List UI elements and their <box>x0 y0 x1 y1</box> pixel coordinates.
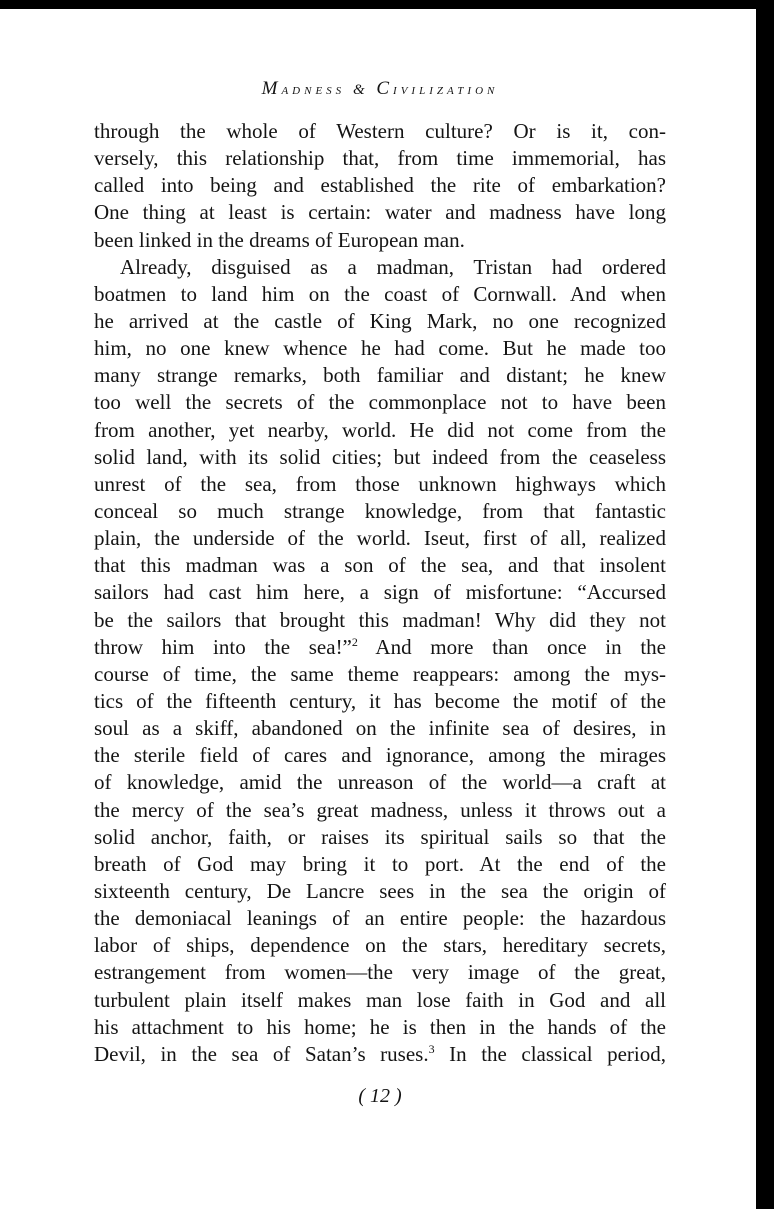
text-line: through the whole of Western culture? Or is it, con- <box>94 119 666 143</box>
page-number: ( 12 ) <box>358 1085 402 1107</box>
text-line: breath of God may bring it to port. At the end of the <box>94 851 666 876</box>
running-head-ampersand: & <box>352 82 369 98</box>
text-line: from another, yet nearby, world. He did not come from the <box>94 417 666 442</box>
text-line: tics of the fifteenth century, it has become the motif of the <box>94 688 666 713</box>
running-head-word-madness: adness <box>281 82 346 98</box>
text-line: of knowledge, amid the unreason of the world—a craft at <box>94 770 666 795</box>
running-head <box>94 78 666 101</box>
text-line: that this madman was a son of the sea, and that insolent <box>94 553 666 578</box>
running-head-initial-c: C <box>376 78 394 99</box>
text-line: solid anchor, faith, or raises its spiritual sails so that the <box>94 824 666 849</box>
text-line: the sterile field of cares and ignorance, among the mirages <box>94 743 666 768</box>
paragraph-1 <box>94 118 666 254</box>
text-line: One thing at least is certain: water and madness have long <box>94 200 666 225</box>
text-line: many strange remarks, both familiar and distant; he knew <box>94 363 666 388</box>
text-line: the demoniacal leanings of an entire people: the hazardous <box>94 906 666 931</box>
line-text-after-note: In the classical period, <box>434 1041 666 1066</box>
text-line-with-footnote <box>94 634 666 661</box>
text-line: called into being and established the rite of embarkation? <box>94 173 666 198</box>
text-line: the mercy of the sea’s great madness, unless it throws out a <box>94 797 666 822</box>
running-head-initial-m: M <box>261 78 282 99</box>
text-line: unrest of the sea, from those unknown highways which <box>94 471 666 496</box>
text-line: course of time, the same theme reappears: among the mys- <box>94 661 666 686</box>
text-line: his attachment to his home; he is then in the hands of the <box>94 1014 666 1039</box>
text-line: sixteenth century, De Lancre sees in the sea the origin of <box>94 878 666 903</box>
text-line: solid land, with its solid cities; but indeed from the ceaseless <box>94 444 666 469</box>
text-line: been linked in the dreams of European man. <box>94 227 465 252</box>
text-line: him, no one knew whence he had come. But he made too <box>94 336 666 361</box>
top-scan-border <box>0 0 774 9</box>
line-text-before-note: throw him into the sea!” <box>94 634 352 659</box>
text-line-with-footnote <box>94 1041 666 1068</box>
text-line: conceal so much strange knowledge, from that fantastic <box>94 498 666 523</box>
running-head-word-civilization: ivilization <box>393 82 499 98</box>
paragraph-2 <box>94 254 666 1068</box>
text-line: boatmen to land him on the coast of Cornwall. And when <box>94 281 666 306</box>
footnote-marker: 2 <box>351 634 358 649</box>
text-line: sailors had cast him here, a sign of misfortune: “Accursed <box>94 580 666 605</box>
body-text <box>94 118 666 1068</box>
text-line: soul as a skiff, abandoned on the infinite sea of desires, in <box>94 716 666 741</box>
text-line: be the sailors that brought this madman! Why did they not <box>94 607 666 632</box>
footnote-marker: 3 <box>428 1041 435 1056</box>
text-line: versely, this relationship that, from time immemorial, has <box>94 146 666 171</box>
text-line: too well the secrets of the commonplace not to have been <box>94 390 666 415</box>
text-line: labor of ships, dependence on the stars, hereditary secrets, <box>94 933 666 958</box>
text-line: turbulent plain itself makes man lose faith in God and all <box>94 987 666 1012</box>
line-text-after-note: And more than once in the <box>357 634 666 659</box>
right-scan-border <box>756 0 774 1209</box>
text-line: Already, disguised as a madman, Tristan had ordered <box>120 254 666 279</box>
text-line: estrangement from women—the very image of the great, <box>94 960 666 985</box>
text-line: plain, the underside of the world. Iseut, first of all, realized <box>94 526 666 551</box>
text-line: he arrived at the castle of King Mark, no one recognized <box>94 308 666 333</box>
line-text-before-note: Devil, in the sea of Satan’s ruses. <box>94 1041 429 1066</box>
